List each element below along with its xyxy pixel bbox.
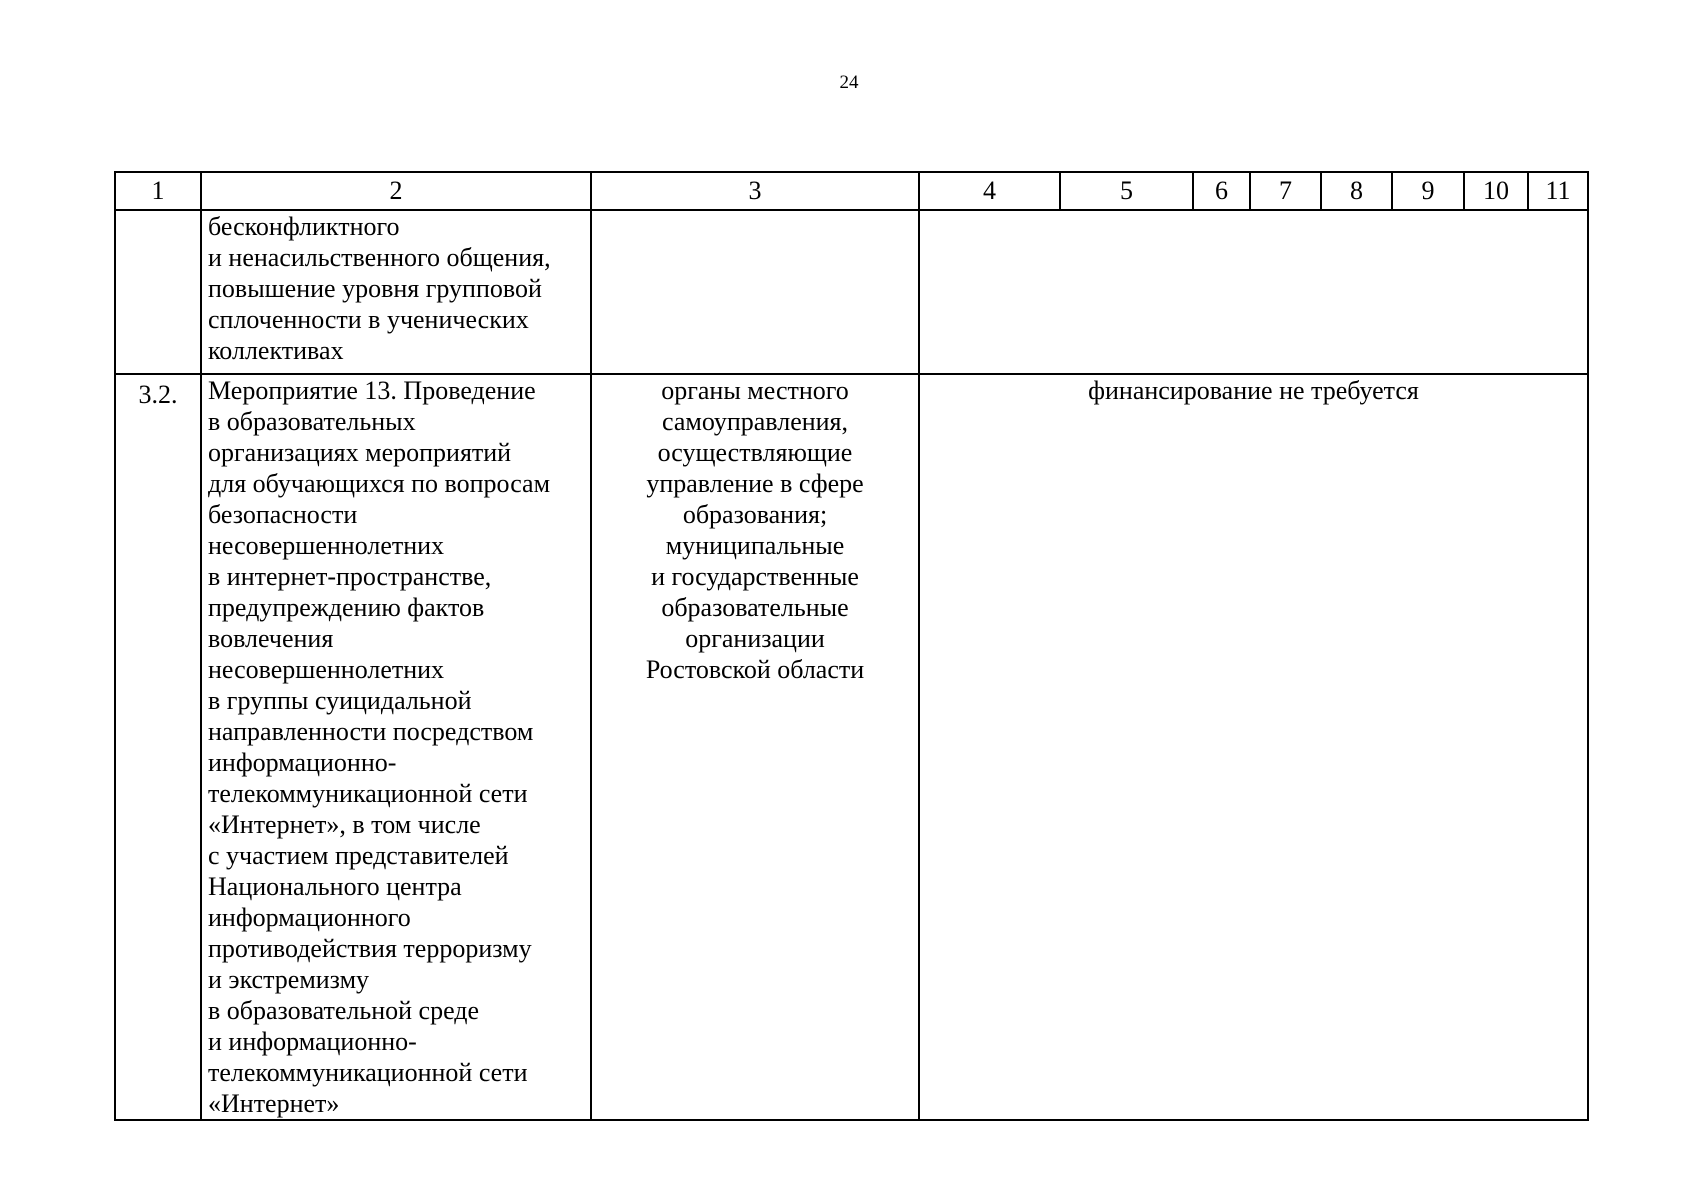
text-line: и ненасильственного общения, — [208, 243, 551, 272]
text-line: сплоченности в ученических — [208, 305, 529, 334]
text-line: направленности посредством — [208, 717, 534, 746]
text-line: безопасности — [208, 500, 358, 529]
text-line: и экстремизму — [208, 965, 370, 994]
text-line: организациях мероприятий — [208, 438, 512, 467]
column-header: 6 — [1193, 172, 1250, 210]
text-line: и информационно- — [208, 1027, 417, 1056]
text-line: в образовательных — [208, 407, 416, 436]
text-line: вовлечения — [208, 624, 334, 653]
table-row — [115, 210, 1588, 374]
text-line: несовершеннолетних — [208, 531, 445, 560]
column-header: 8 — [1321, 172, 1392, 210]
text-line: Мероприятие 13. Проведение — [208, 376, 536, 405]
column-header: 5 — [1060, 172, 1193, 210]
text-line: осуществляющие — [657, 438, 853, 467]
executor-cell — [591, 374, 919, 1120]
text-line: в группы суицидальной — [208, 686, 472, 715]
financing-cell: финансирование не требуется — [919, 374, 1588, 1120]
column-header: 11 — [1528, 172, 1588, 210]
column-header: 2 — [201, 172, 591, 210]
table-header-row — [115, 172, 1588, 210]
text-line: самоуправления, — [661, 407, 849, 436]
text-line: информационного — [208, 903, 411, 932]
table-row — [115, 374, 1588, 1120]
column-header: 7 — [1250, 172, 1321, 210]
text-line: Национального центра — [208, 872, 462, 901]
text-line: «Интернет» — [208, 1089, 340, 1118]
text-line: «Интернет», в том числе — [208, 810, 481, 839]
text-line: коллективах — [208, 336, 344, 365]
text-line: образования; — [682, 500, 828, 529]
text-line: в образовательной среде — [208, 996, 480, 1025]
text-line: Ростовской области — [645, 655, 865, 684]
page-number: 24 — [839, 72, 859, 93]
text-line: информационно- — [208, 748, 397, 777]
financing-cell — [919, 210, 1588, 374]
executor-cell — [591, 210, 919, 374]
text-line: повышение уровня групповой — [208, 274, 542, 303]
text-line: телекоммуникационной сети — [208, 779, 528, 808]
row-number-cell — [115, 210, 201, 374]
text-line: для обучающихся по вопросам — [208, 469, 551, 498]
text-line: управление в сфере — [646, 469, 864, 498]
text-line: предупреждению фактов — [208, 593, 485, 622]
text-line: телекоммуникационной сети — [208, 1058, 528, 1087]
text-line: противодействия терроризму — [208, 934, 532, 963]
column-header: 3 — [591, 172, 919, 210]
column-header: 10 — [1464, 172, 1528, 210]
text-line: и государственные — [651, 562, 859, 591]
text-line: организации — [685, 624, 825, 653]
description-cell — [201, 210, 591, 374]
program-table — [114, 171, 1589, 1121]
text-line: в интернет-пространстве, — [208, 562, 492, 591]
text-line: образовательные — [661, 593, 849, 622]
text-line: с участием представителей — [208, 841, 509, 870]
description-cell — [201, 374, 591, 1120]
column-header: 9 — [1392, 172, 1464, 210]
text-line: муниципальные — [665, 531, 845, 560]
row-number-cell: 3.2. — [115, 374, 201, 1120]
text-line: бесконфликтного — [208, 212, 400, 241]
column-header: 1 — [115, 172, 201, 210]
text-line: несовершеннолетних — [208, 655, 445, 684]
text-line: органы местного — [661, 376, 849, 405]
column-header: 4 — [919, 172, 1060, 210]
